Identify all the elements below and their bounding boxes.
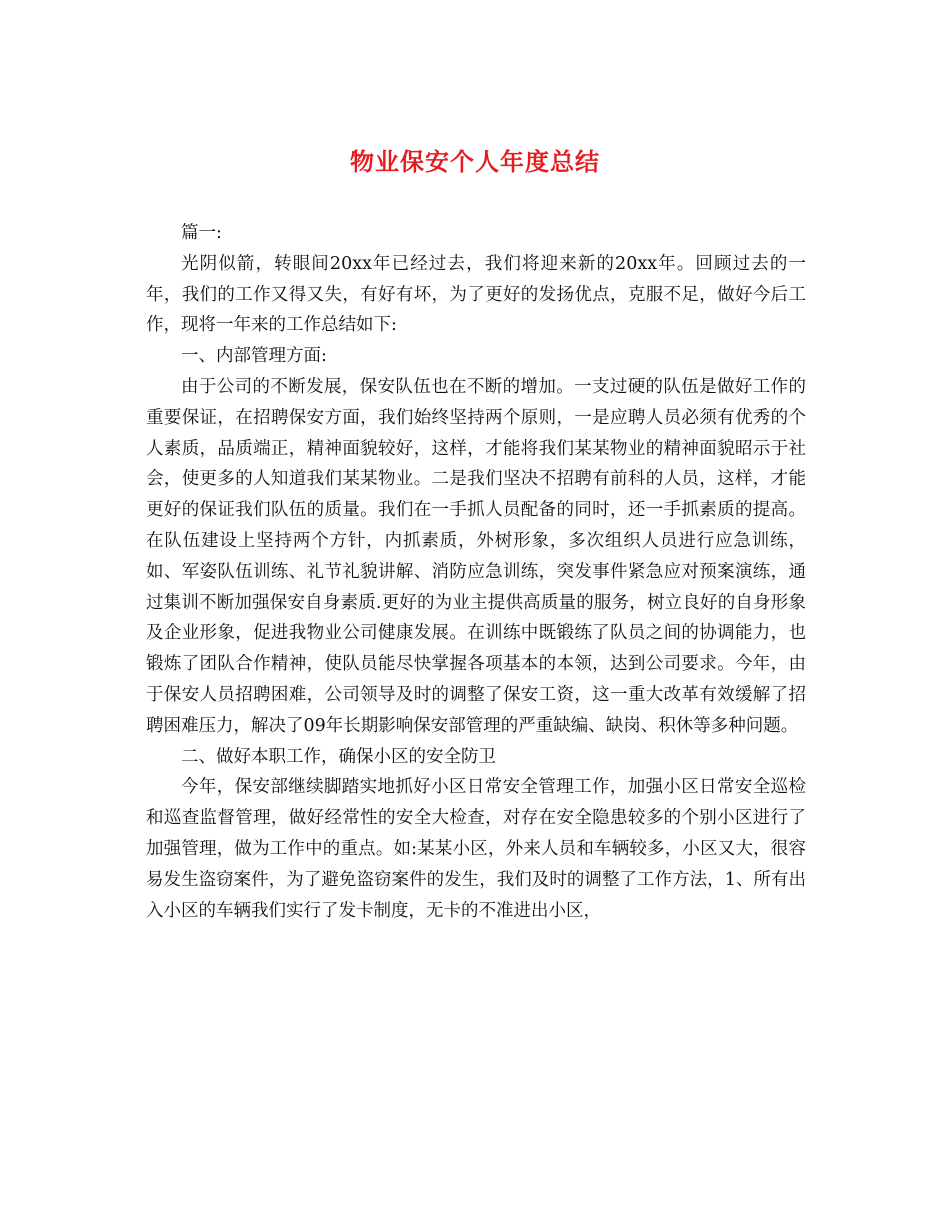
section-heading-security-duty: 二、做好本职工作，确保小区的安全防卫 (181, 746, 496, 767)
section-heading-internal-management: 一、内部管理方面: (181, 346, 327, 367)
document-body (146, 218, 806, 926)
intro-paragraph: 光阴似箭，转眼间20xx年已经过去，我们将迎来新的20xx年。回顾过去的一年，我们的工作又得又失，有好有坏，为了更好的发扬优点，克服不足，做好今后工作，现将一年来的工作总结如下: (146, 253, 806, 336)
document-title: 物业保安个人年度总结 (350, 147, 600, 176)
section-label-part-one: 篇一: (181, 223, 222, 243)
security-duty-paragraph: 今年，保安部继续脚踏实地抓好小区日常安全管理工作，加强小区日常安全巡检和巡查监督管理，做好经常性的安全大检查，对存在安全隐患较多的个别小区进行了加强管理，做为工作中的重点。如:某某小区，外来人员和车辆较多，小区又大，很容易发生盗窃案件，为了避免盗窃案件的发生，我们及时的调整了工作方法，1、所有出入小区的车辆我们实行了发卡制度，无卡的不准进出小区， (146, 777, 806, 921)
internal-management-paragraph: 由于公司的不断发展，保安队伍也在不断的增加。一支过硬的队伍是做好工作的重要保证，在招聘保安方面，我们始终坚持两个原则，一是应聘人员必须有优秀的个人素质，品质端正，精神面貌较好，这样，才能将我们某某物业的精神面貌昭示于社会，使更多的人知道我们某某物业。二是我们坚决不招聘有前科的人员，这样，才能更好的保证我们队伍的质量。我们在一手抓人员配备的同时，还一手抓素质的提高。在队伍建设上坚持两个方针，内抓素质，外树形象，多次组织人员进行应急训练，如、军姿队伍训练、礼节礼貌讲解、消防应急训练，突发事件紧急应对预案演练，通过集训不断加强保安自身素质.更好的为业主提供高质量的服务，树立良好的自身形象及企业形象，促进我物业公司健康发展。在训练中既锻练了队员之间的协调能力，也锻炼了团队合作精神，使队员能尽快掌握各项基本的本领，达到公司要求。今年，由于保安人员招聘困难，公司领导及时的调整了保安工资，这一重大改革有效缓解了招聘困难压力，解决了09年长期影响保安部管理的严重缺编、缺岗、积休等多种问题。 (146, 376, 806, 736)
